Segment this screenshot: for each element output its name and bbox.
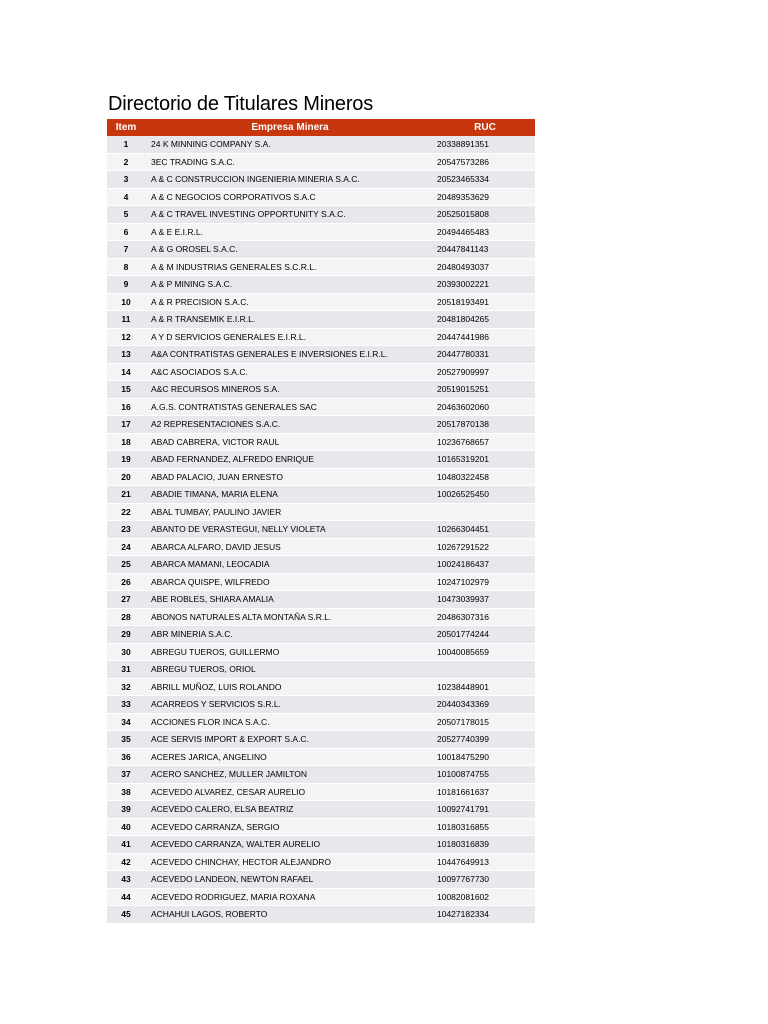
cell-empresa: A & M INDUSTRIAS GENERALES S.C.R.L. [151, 261, 317, 272]
cell-empresa: ACE SERVIS IMPORT & EXPORT S.A.C. [151, 734, 309, 744]
cell-empresa: 24 K MINNING COMPANY S.A. [151, 139, 271, 149]
cell-empresa: ABONOS NATURALES ALTA MONTAÑA S.R.L. [151, 611, 332, 622]
table-row [107, 311, 535, 329]
cell-empresa: A & P MINING S.A.C. [151, 279, 233, 289]
table-row [107, 818, 535, 836]
table-row [107, 853, 535, 871]
table-row [107, 608, 535, 626]
cell-ruc: 20338891351 [437, 139, 490, 149]
cell-empresa: ABAL TUMBAY, PAULINO JAVIER [151, 506, 282, 517]
cell-item: 28 [121, 611, 131, 622]
cell-ruc: 10082081602 [437, 891, 490, 902]
cell-item: 8 [123, 261, 129, 272]
table-row [107, 188, 535, 206]
table-row [107, 416, 535, 434]
cell-ruc: 20517870138 [437, 419, 490, 429]
table-row [107, 503, 535, 521]
cell-empresa: ACEVEDO RODRIGUEZ, MARIA ROXANA [151, 891, 316, 902]
cell-ruc: 20494465483 [437, 226, 490, 237]
cell-ruc: 10092741791 [437, 804, 490, 814]
cell-item: 3 [123, 174, 129, 184]
cell-item: 15 [121, 384, 131, 394]
cell-ruc: 20440343369 [437, 699, 490, 709]
cell-empresa: ACCIONES FLOR INCA S.A.C. [151, 716, 270, 727]
cell-ruc: 10236768657 [437, 436, 490, 447]
table-row [107, 731, 535, 749]
cell-ruc: 20447841143 [437, 244, 489, 254]
column-header-ruc: RUC [435, 119, 535, 136]
cell-empresa: ABARCA MAMANI, LEOCADIA [151, 559, 270, 569]
cell-item: 7 [123, 244, 129, 254]
cell-ruc: 20486307316 [437, 611, 490, 622]
cell-ruc: 10100874755 [437, 769, 490, 779]
cell-item: 36 [121, 751, 131, 762]
table-row [107, 153, 535, 171]
cell-empresa: A Y D SERVICIOS GENERALES E.I.R.L. [151, 331, 306, 342]
cell-item: 42 [121, 856, 131, 867]
cell-item: 39 [121, 804, 131, 814]
cell-item: 1 [123, 139, 129, 149]
cell-item: 16 [121, 401, 131, 412]
cell-empresa: ACHAHUI LAGOS, ROBERTO [151, 909, 268, 919]
cell-ruc: 10040085659 [437, 646, 490, 657]
table-row [107, 713, 535, 731]
table-row [107, 468, 535, 486]
cell-ruc: 20489353629 [437, 191, 490, 202]
cell-item: 41 [121, 839, 131, 849]
cell-ruc: 10024186437 [437, 559, 490, 569]
cell-ruc [435, 503, 535, 521]
cell-ruc: 10238448901 [437, 681, 490, 692]
table-row [107, 871, 535, 889]
cell-ruc: 10427182334 [437, 909, 490, 919]
table-row [107, 538, 535, 556]
cell-ruc: 20481804265 [437, 314, 490, 324]
table-row [107, 836, 535, 854]
table-row [107, 626, 535, 644]
cell-empresa: ABANTO DE VERASTEGUI, NELLY VIOLETA [151, 524, 326, 534]
cell-empresa: ABR MINERIA S.A.C. [151, 629, 233, 639]
cell-empresa: ABAD FERNANDEZ, ALFREDO ENRIQUE [151, 454, 314, 464]
cell-item: 20 [121, 471, 131, 482]
table-row [107, 678, 535, 696]
table-row [107, 381, 535, 399]
mining-titleholders-table [107, 119, 535, 924]
table-row [107, 223, 535, 241]
cell-item: 35 [121, 734, 131, 744]
cell-ruc: 10181661637 [437, 786, 490, 797]
cell-ruc: 10180316839 [437, 839, 490, 849]
table-row [107, 556, 535, 574]
cell-ruc: 20519015251 [437, 384, 490, 394]
table-row [107, 643, 535, 661]
cell-empresa: A&C ASOCIADOS S.A.C. [151, 366, 248, 377]
cell-item: 17 [121, 419, 131, 429]
table-row [107, 748, 535, 766]
cell-empresa: A & C CONSTRUCCION INGENIERIA MINERIA S.A.C. [151, 174, 360, 184]
cell-item: 2 [123, 156, 129, 167]
cell-ruc: 10447649913 [437, 856, 490, 867]
cell-item: 27 [121, 594, 131, 604]
cell-empresa: ABARCA ALFARO, DAVID JESUS [151, 541, 281, 552]
cell-empresa: ACEVEDO ALVAREZ, CESAR AURELIO [151, 786, 306, 797]
table-row [107, 241, 535, 259]
cell-empresa: ABRILL MUÑOZ, LUIS ROLANDO [151, 681, 282, 692]
cell-ruc: 20525015808 [437, 209, 490, 219]
table-row [107, 258, 535, 276]
table-row [107, 346, 535, 364]
table-row [107, 661, 535, 679]
table-row [107, 171, 535, 189]
cell-item: 30 [121, 646, 131, 657]
cell-empresa: ABAD PALACIO, JUAN ERNESTO [151, 471, 283, 482]
cell-empresa: ACERES JARICA, ANGELINO [151, 751, 267, 762]
cell-item: 31 [121, 664, 131, 674]
cell-empresa: ACARREOS Y SERVICIOS S.R.L. [151, 699, 281, 709]
cell-item: 43 [121, 874, 131, 884]
cell-empresa: ACEVEDO CALERO, ELSA BEATRIZ [151, 804, 294, 814]
cell-ruc: 20447780331 [437, 349, 490, 359]
cell-item: 13 [121, 349, 131, 359]
cell-ruc: 10267291522 [437, 541, 490, 552]
cell-item: 26 [121, 576, 131, 587]
cell-empresa: ABAD CABRERA, VICTOR RAUL [151, 436, 280, 447]
cell-item: 33 [121, 699, 131, 709]
table-row [107, 486, 535, 504]
cell-empresa: A & R TRANSEMIK E.I.R.L. [151, 314, 256, 324]
cell-empresa: ACEVEDO LANDEON, NEWTON RAFAEL [151, 874, 314, 884]
cell-empresa: ABARCA QUISPE, WILFREDO [151, 576, 270, 587]
cell-item: 29 [121, 629, 131, 639]
cell-ruc: 20518193491 [437, 296, 490, 307]
table-row [107, 293, 535, 311]
table-row [107, 696, 535, 714]
cell-item: 9 [123, 279, 129, 289]
cell-ruc: 20507178015 [437, 716, 490, 727]
cell-empresa: ACERO SANCHEZ, MULLER JAMILTON [151, 769, 308, 779]
cell-ruc: 10180316855 [437, 821, 490, 832]
cell-ruc [435, 661, 535, 679]
table-row [107, 451, 535, 469]
cell-item: 38 [121, 786, 131, 797]
table-row [107, 766, 535, 784]
column-header-item: Item [107, 119, 145, 136]
cell-item: 25 [121, 559, 131, 569]
table-row [107, 398, 535, 416]
cell-item: 40 [121, 821, 131, 832]
cell-item: 32 [121, 681, 131, 692]
cell-empresa: A & G OROSEL S.A.C. [151, 244, 238, 254]
cell-item: 34 [121, 716, 131, 727]
document-title: Directorio de Titulares Mineros [108, 93, 374, 115]
cell-empresa: ACEVEDO CARRANZA, SERGIO [151, 821, 280, 832]
table-row [107, 276, 535, 294]
table-row [107, 906, 535, 924]
table-row [107, 783, 535, 801]
cell-empresa: A&C RECURSOS MINEROS S.A. [151, 384, 280, 394]
cell-ruc: 20523465334 [437, 174, 490, 184]
table-row [107, 206, 535, 224]
cell-ruc: 20480493037 [437, 261, 490, 272]
cell-empresa: A & R PRECISION S.A.C. [151, 296, 249, 307]
cell-ruc: 20527740399 [437, 734, 490, 744]
cell-empresa: A & E E.I.R.L. [151, 226, 203, 237]
column-header-empresa: Empresa Minera [145, 119, 435, 136]
cell-ruc: 10026525450 [437, 489, 490, 499]
cell-item: 4 [123, 191, 129, 202]
cell-ruc: 10473039937 [437, 594, 490, 604]
cell-item: 5 [123, 209, 129, 219]
table-row [107, 363, 535, 381]
cell-empresa: ABADIE TIMANA, MARIA ELENA [151, 489, 278, 499]
cell-item: 24 [121, 541, 131, 552]
table-row [107, 136, 535, 153]
cell-empresa: A.G.S. CONTRATISTAS GENERALES SAC [151, 401, 317, 412]
cell-item: 22 [121, 506, 131, 517]
cell-ruc: 20547573286 [437, 156, 490, 167]
table-row [107, 573, 535, 591]
cell-empresa: 3EC TRADING S.A.C. [151, 156, 235, 167]
table-row [107, 801, 535, 819]
cell-ruc: 10480322458 [437, 471, 490, 482]
cell-ruc: 10097767730 [437, 874, 490, 884]
cell-item: 37 [121, 769, 131, 779]
cell-empresa: ABE ROBLES, SHIARA AMALIA [151, 594, 274, 604]
cell-item: 6 [123, 226, 129, 237]
cell-ruc: 20501774244 [437, 629, 490, 639]
cell-ruc: 20447441986 [437, 331, 490, 342]
table-row [107, 888, 535, 906]
cell-item: 21 [121, 489, 131, 499]
table-row [107, 328, 535, 346]
cell-item: 11 [121, 314, 131, 324]
table-row [107, 591, 535, 609]
cell-empresa: A & C TRAVEL INVESTING OPPORTUNITY S.A.C. [151, 209, 346, 219]
cell-empresa: ACEVEDO CARRANZA, WALTER AURELIO [151, 839, 321, 849]
cell-item: 14 [121, 366, 131, 377]
cell-ruc: 20463602060 [437, 401, 490, 412]
table-header-row [107, 119, 535, 136]
cell-item: 23 [121, 524, 131, 534]
cell-item: 19 [121, 454, 131, 464]
cell-ruc: 10018475290 [437, 751, 490, 762]
table-body [107, 136, 535, 923]
cell-item: 45 [121, 909, 131, 919]
cell-empresa: ABREGU TUEROS, GUILLERMO [151, 646, 280, 657]
cell-empresa: ABREGU TUEROS, ORIOL [151, 664, 256, 674]
cell-ruc: 10165319201 [437, 454, 490, 464]
cell-item: 44 [121, 891, 131, 902]
cell-ruc: 10247102979 [437, 576, 490, 587]
cell-item: 12 [121, 331, 131, 342]
cell-empresa: ACEVEDO CHINCHAY, HECTOR ALEJANDRO [151, 856, 331, 867]
cell-empresa: A2 REPRESENTACIONES S.A.C. [151, 419, 281, 429]
cell-ruc: 10266304451 [437, 524, 490, 534]
cell-empresa: A & C NEGOCIOS CORPORATIVOS S.A.C [151, 191, 316, 202]
table-row [107, 433, 535, 451]
cell-empresa: A&A CONTRATISTAS GENERALES E INVERSIONES E.I.R.L. [151, 349, 388, 359]
cell-item: 10 [121, 296, 131, 307]
cell-ruc: 20393002221 [437, 279, 490, 289]
cell-item: 18 [121, 436, 131, 447]
table-row [107, 521, 535, 539]
cell-ruc: 20527909997 [437, 366, 490, 377]
